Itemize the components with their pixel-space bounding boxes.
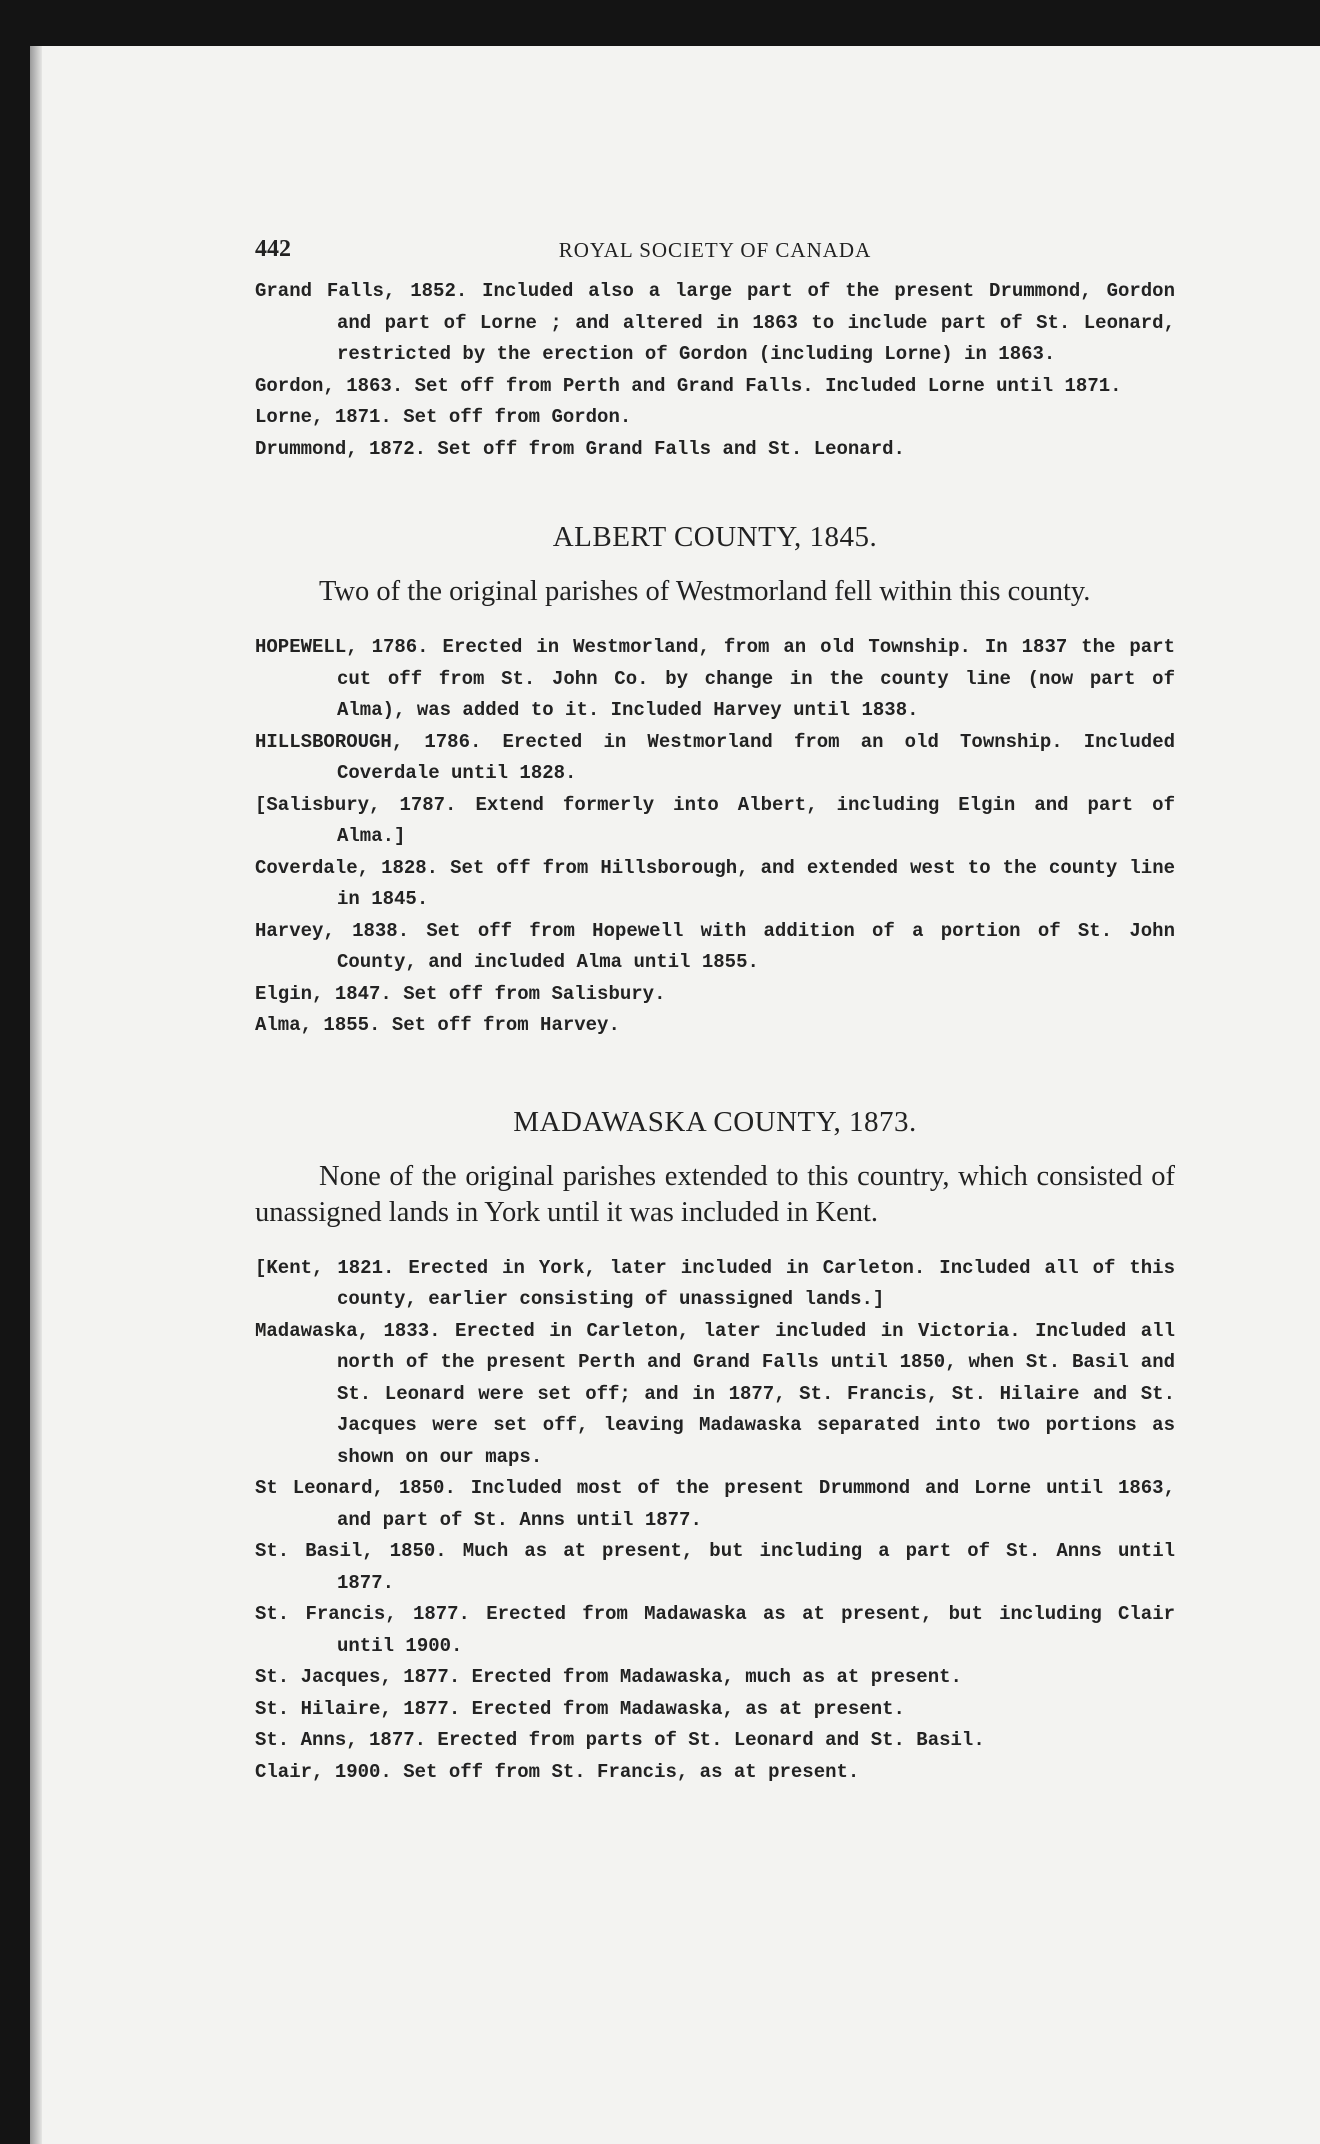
madawaska-county-entries — [255, 1253, 1175, 1789]
parish-entry-clair: Clair, 1900. Set off from St. Francis, as at present. — [255, 1760, 860, 1783]
page-content — [255, 236, 1175, 1788]
parish-entry-hillsborough: HILLSBOROUGH, 1786. Erected in Westmorland from an old Township. Included Coverdale until 1828. — [255, 730, 1175, 784]
parish-entry-salisbury: [Salisbury, 1787. Extend formerly into Albert, including Elgin and part of Alma.] — [255, 793, 1175, 847]
parish-entry-st-anns: St. Anns, 1877. Erected from parts of St. Leonard and St. Basil. — [255, 1729, 985, 1751]
parish-entry-harvey: Harvey, 1838. Set off from Hopewell with addition of a portion of St. John County, and included Alma until 1855. — [255, 919, 1175, 973]
page-edge-shadow — [30, 46, 42, 2144]
parish-entry-hopewell: HOPEWELL, 1786. Erected in Westmorland, from an old Township. In 1837 the part cut off from St. John Co. by change in the county line (now part of Alma), was added to it. Included Harvey until 1838. — [255, 636, 1175, 721]
parish-entry-st-francis: St. Francis, 1877. Erected from Madawaska as at present, but including Clair until 1900. — [255, 1603, 1175, 1657]
madawaska-county-heading: MADAWASKA COUNTY, 1873. — [513, 1105, 917, 1138]
albert-county-intro: Two of the original parishes of Westmorland fell within this county. — [319, 576, 1091, 607]
parish-entry-st-leonard: St Leonard, 1850. Included most of the present Drummond and Lorne until 1863, and part of St. Anns until 1877. — [255, 1477, 1175, 1531]
parish-entry-drummond: Drummond, 1872. Set off from Grand Falls and St. Leonard. — [255, 437, 905, 460]
parish-entry-elgin: Elgin, 1847. Set off from Salisbury. — [255, 982, 666, 1005]
parish-entry-st-basil: St. Basil, 1850. Much as at present, but including a part of St. Anns until 1877. — [255, 1540, 1175, 1594]
parish-entry-kent: [Kent, 1821. Erected in York, later included in Carleton. Included all of this county, earlier consisting of unassigned lands.] — [255, 1256, 1175, 1310]
running-title: ROYAL SOCIETY OF CANADA — [558, 238, 872, 262]
parish-entry-st-hilaire: St. Hilaire, 1877. Erected from Madawaska, as at present. — [255, 1697, 905, 1720]
parish-entry-lorne: Lorne, 1871. Set off from Gordon. — [255, 406, 632, 428]
parish-entry-grand-falls: Grand Falls, 1852. Included also a large part of the present Drummond, Gordon and part of Lorne ; and altered in 1863 to include part of St. Leonard, restricted by the erection of Gordon (including Lorne) in 1863. — [255, 280, 1175, 365]
parish-entry-st-jacques: St. Jacques, 1877. Erected from Madawaska, much as at present. — [255, 1666, 962, 1688]
grand-falls-entries — [255, 276, 1175, 465]
parish-entry-madawaska: Madawaska, 1833. Erected in Carleton, later included in Victoria. Included all north of the present Perth and Grand Falls until 1850, when St. Basil and St. Leonard were set off; and in 1877, St. Francis, St. Hilaire and St. Jacques were set off, leaving Madawaska separated into two portions as shown on our maps. — [255, 1319, 1175, 1468]
page-number: 442 — [255, 236, 291, 262]
albert-county-heading: ALBERT COUNTY, 1845. — [552, 521, 878, 553]
madawaska-county-intro: None of the original parishes extended to this country, which consisted of unassigned lands in York until it was included in Kent. — [255, 1160, 1175, 1228]
parish-entry-alma: Alma, 1855. Set off from Harvey. — [255, 1014, 620, 1036]
running-header — [255, 236, 1175, 276]
parish-entry-coverdale: Coverdale, 1828. Set off from Hillsborough, and extended west to the county line in 1845. — [255, 856, 1175, 910]
albert-county-entries — [255, 632, 1175, 1042]
parish-entry-gordon: Gordon, 1863. Set off from Perth and Grand Falls. Included Lorne until 1871. — [255, 374, 1122, 397]
